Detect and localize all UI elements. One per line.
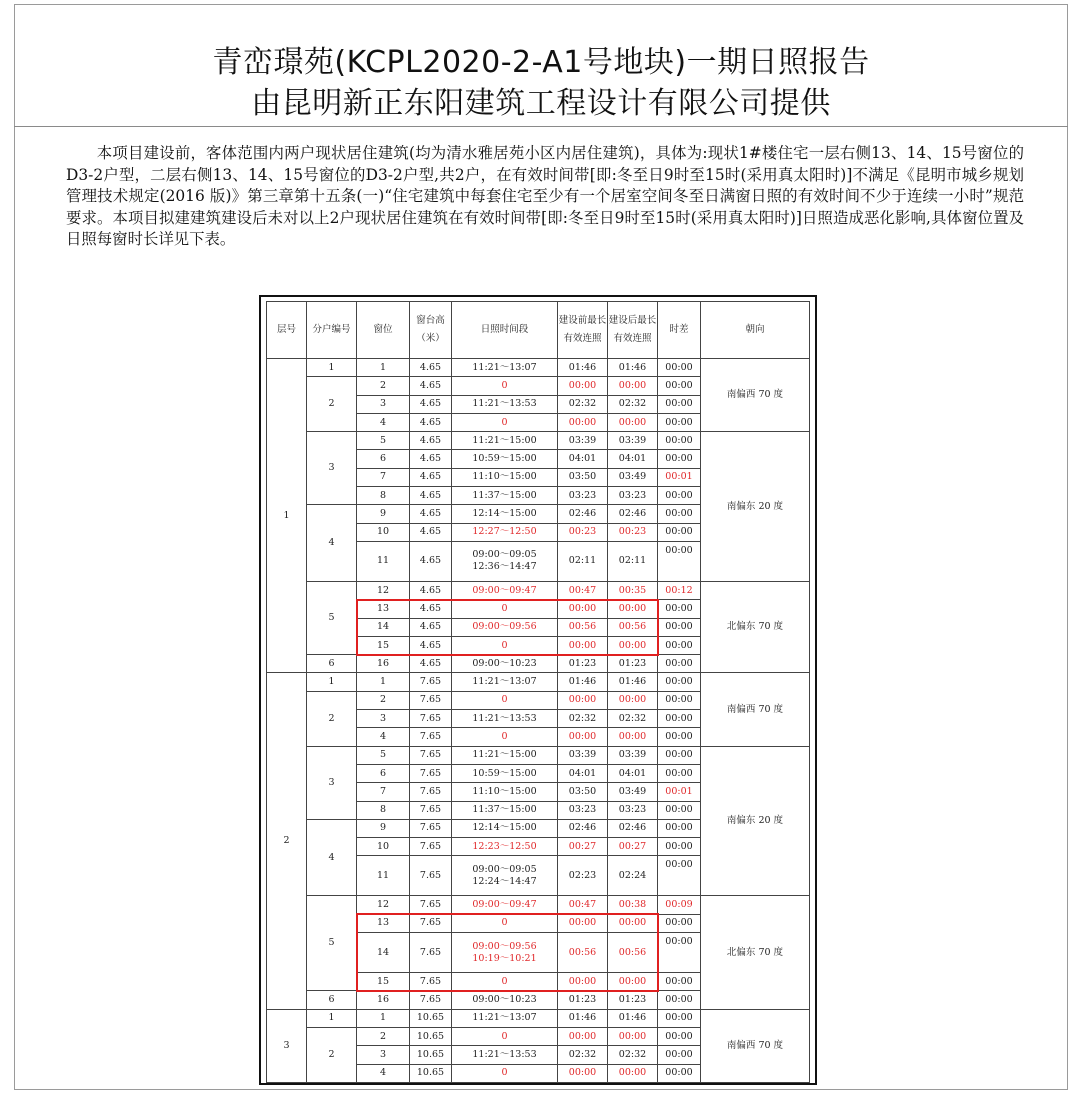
window-cell: 4 bbox=[357, 413, 410, 431]
diff-cell: 00:00 bbox=[658, 450, 701, 468]
after-cell: 01:23 bbox=[608, 655, 658, 673]
orientation-cell: 南偏西 70 度 bbox=[701, 673, 810, 746]
period-cell: 0 bbox=[452, 636, 558, 654]
header-diff: 时差 bbox=[658, 302, 701, 359]
diff-cell: 00:00 bbox=[658, 933, 701, 973]
before-cell: 01:23 bbox=[558, 655, 608, 673]
sill-cell: 7.65 bbox=[410, 728, 452, 746]
sill-cell: 4.65 bbox=[410, 618, 452, 636]
period-cell: 12:23～12:50 bbox=[452, 838, 558, 856]
window-cell: 12 bbox=[357, 581, 410, 599]
diff-cell: 00:00 bbox=[658, 1064, 701, 1082]
period-line: 09:00～09:05 bbox=[472, 863, 537, 875]
period-cell: 11:21～13:53 bbox=[452, 1046, 558, 1064]
period-cell: 0 bbox=[452, 1064, 558, 1082]
after-cell: 00:00 bbox=[608, 728, 658, 746]
period-cell: 11:21～15:00 bbox=[452, 432, 558, 450]
window-cell: 1 bbox=[357, 673, 410, 691]
after-cell: 02:32 bbox=[608, 395, 658, 413]
after-cell: 00:27 bbox=[608, 838, 658, 856]
diff-cell: 00:00 bbox=[658, 991, 701, 1009]
period-cell: 09:00～10:23 bbox=[452, 991, 558, 1009]
table-row bbox=[267, 432, 810, 450]
sill-cell: 7.65 bbox=[410, 991, 452, 1009]
after-cell: 01:46 bbox=[608, 673, 658, 691]
sill-cell: 4.65 bbox=[410, 655, 452, 673]
sill-cell: 7.65 bbox=[410, 783, 452, 801]
window-cell: 13 bbox=[357, 914, 410, 932]
period-cell: 11:10～15:00 bbox=[452, 468, 558, 486]
window-cell: 2 bbox=[357, 377, 410, 395]
sill-cell: 7.65 bbox=[410, 691, 452, 709]
diff-cell: 00:00 bbox=[658, 728, 701, 746]
unit-cell: 4 bbox=[307, 819, 357, 896]
after-cell: 01:46 bbox=[608, 1009, 658, 1027]
unit-cell: 6 bbox=[307, 991, 357, 1009]
period-cell: 12:14～15:00 bbox=[452, 505, 558, 523]
unit-cell: 3 bbox=[307, 432, 357, 505]
sill-cell: 10.65 bbox=[410, 1027, 452, 1045]
period-cell: 11:21～13:07 bbox=[452, 1009, 558, 1027]
period-cell: 11:21～13:53 bbox=[452, 395, 558, 413]
header-window: 窗位 bbox=[357, 302, 410, 359]
after-cell: 00:00 bbox=[608, 600, 658, 618]
unit-cell: 2 bbox=[307, 377, 357, 432]
after-cell: 02:32 bbox=[608, 710, 658, 728]
diff-cell: 00:00 bbox=[658, 838, 701, 856]
window-cell: 7 bbox=[357, 783, 410, 801]
after-cell: 00:56 bbox=[608, 933, 658, 973]
window-cell: 5 bbox=[357, 432, 410, 450]
window-cell: 3 bbox=[357, 710, 410, 728]
window-cell: 16 bbox=[357, 991, 410, 1009]
after-cell: 00:35 bbox=[608, 581, 658, 599]
before-cell: 00:47 bbox=[558, 581, 608, 599]
diff-cell: 00:00 bbox=[658, 523, 701, 541]
table-row bbox=[267, 1009, 810, 1027]
before-cell: 00:47 bbox=[558, 896, 608, 914]
unit-cell: 3 bbox=[307, 746, 357, 819]
sill-cell: 10.65 bbox=[410, 1046, 452, 1064]
orientation-cell: 北偏东 70 度 bbox=[701, 581, 810, 672]
window-cell: 2 bbox=[357, 691, 410, 709]
diff-cell: 00:09 bbox=[658, 896, 701, 914]
sill-cell: 4.65 bbox=[410, 505, 452, 523]
before-cell: 02:32 bbox=[558, 1046, 608, 1064]
header-floor: 层号 bbox=[267, 302, 307, 359]
before-cell: 00:00 bbox=[558, 1064, 608, 1082]
diff-cell: 00:00 bbox=[658, 432, 701, 450]
window-cell: 4 bbox=[357, 1064, 410, 1082]
before-cell: 02:32 bbox=[558, 710, 608, 728]
diff-cell: 00:00 bbox=[658, 1009, 701, 1027]
orientation-cell: 南偏东 20 度 bbox=[701, 432, 810, 582]
sill-cell: 4.65 bbox=[410, 450, 452, 468]
diff-cell: 00:00 bbox=[658, 377, 701, 395]
before-cell: 04:01 bbox=[558, 450, 608, 468]
header-before: 建设前最长有效连照 bbox=[558, 302, 608, 359]
after-cell: 00:23 bbox=[608, 523, 658, 541]
period-line: 12:24～14:47 bbox=[472, 875, 537, 887]
after-cell: 03:49 bbox=[608, 468, 658, 486]
window-cell: 10 bbox=[357, 838, 410, 856]
period-cell: 11:21～15:00 bbox=[452, 746, 558, 764]
diff-cell: 00:00 bbox=[658, 691, 701, 709]
window-cell: 2 bbox=[357, 1027, 410, 1045]
floor-cell: 3 bbox=[267, 1009, 307, 1082]
diff-cell: 00:00 bbox=[658, 655, 701, 673]
before-cell: 03:50 bbox=[558, 783, 608, 801]
after-cell: 02:46 bbox=[608, 819, 658, 837]
window-cell: 7 bbox=[357, 468, 410, 486]
before-cell: 01:46 bbox=[558, 673, 608, 691]
diff-cell: 00:00 bbox=[658, 856, 701, 896]
header-unit: 分户编号 bbox=[307, 302, 357, 359]
sill-cell: 4.65 bbox=[410, 359, 452, 377]
period-cell: 0 bbox=[452, 914, 558, 932]
orientation-cell: 南偏西 70 度 bbox=[701, 1009, 810, 1082]
unit-cell: 1 bbox=[307, 673, 357, 691]
sill-cell: 7.65 bbox=[410, 838, 452, 856]
diff-cell: 00:00 bbox=[658, 505, 701, 523]
period-cell: 11:21～13:07 bbox=[452, 673, 558, 691]
diff-cell: 00:00 bbox=[658, 710, 701, 728]
unit-cell: 4 bbox=[307, 505, 357, 582]
unit-cell: 2 bbox=[307, 1027, 357, 1082]
floor-cell: 2 bbox=[267, 673, 307, 1009]
sill-cell: 7.65 bbox=[410, 764, 452, 782]
window-cell: 4 bbox=[357, 728, 410, 746]
header-orientation: 朝向 bbox=[701, 302, 810, 359]
after-cell: 04:01 bbox=[608, 450, 658, 468]
diff-cell: 00:00 bbox=[658, 395, 701, 413]
period-cell: 0 bbox=[452, 377, 558, 395]
after-cell: 01:46 bbox=[608, 359, 658, 377]
period-cell: 0 bbox=[452, 1027, 558, 1045]
period-cell: 10:59～15:00 bbox=[452, 764, 558, 782]
period-cell: 11:21～13:53 bbox=[452, 710, 558, 728]
diff-cell: 00:00 bbox=[658, 914, 701, 932]
window-cell: 13 bbox=[357, 600, 410, 618]
before-cell: 02:32 bbox=[558, 395, 608, 413]
diff-cell: 00:00 bbox=[658, 1046, 701, 1064]
floor-cell: 1 bbox=[267, 359, 307, 673]
sill-cell: 7.65 bbox=[410, 914, 452, 932]
sill-cell: 4.65 bbox=[410, 487, 452, 505]
diff-cell: 00:00 bbox=[658, 819, 701, 837]
sill-cell: 4.65 bbox=[410, 395, 452, 413]
period-cell: 09:00～09:56 bbox=[452, 618, 558, 636]
before-cell: 03:39 bbox=[558, 746, 608, 764]
after-cell: 00:00 bbox=[608, 973, 658, 991]
period-cell: 10:59～15:00 bbox=[452, 450, 558, 468]
table-row bbox=[267, 746, 810, 764]
orientation-cell: 北偏东 70 度 bbox=[701, 896, 810, 1009]
period-cell: 09:00～09:47 bbox=[452, 896, 558, 914]
after-cell: 03:23 bbox=[608, 801, 658, 819]
after-cell: 00:38 bbox=[608, 896, 658, 914]
after-cell: 04:01 bbox=[608, 764, 658, 782]
highlight-box-floor2-unit5 bbox=[356, 913, 659, 992]
period-line: 09:00～09:05 bbox=[472, 549, 537, 561]
header-period: 日照时间段 bbox=[452, 302, 558, 359]
before-cell: 00:00 bbox=[558, 600, 608, 618]
before-cell: 00:00 bbox=[558, 691, 608, 709]
diff-cell: 00:00 bbox=[658, 541, 701, 581]
period-cell: 0 bbox=[452, 973, 558, 991]
sill-cell: 4.65 bbox=[410, 523, 452, 541]
period-cell: 0 bbox=[452, 728, 558, 746]
period-cell: 11:10～15:00 bbox=[452, 783, 558, 801]
before-cell: 00:00 bbox=[558, 914, 608, 932]
after-cell: 01:23 bbox=[608, 991, 658, 1009]
unit-cell: 5 bbox=[307, 581, 357, 654]
after-cell: 03:39 bbox=[608, 432, 658, 450]
sill-cell: 7.65 bbox=[410, 973, 452, 991]
after-cell: 00:00 bbox=[608, 413, 658, 431]
window-cell: 12 bbox=[357, 896, 410, 914]
table-row bbox=[267, 581, 810, 599]
before-cell: 03:23 bbox=[558, 487, 608, 505]
period-cell: 09:00～10:23 bbox=[452, 655, 558, 673]
window-cell: 11 bbox=[357, 541, 410, 581]
sill-cell: 4.65 bbox=[410, 581, 452, 599]
window-cell: 9 bbox=[357, 505, 410, 523]
diff-cell: 00:00 bbox=[658, 973, 701, 991]
after-cell: 00:56 bbox=[608, 618, 658, 636]
period-line: 09:00～09:56 bbox=[472, 940, 537, 952]
sill-cell: 7.65 bbox=[410, 819, 452, 837]
before-cell: 00:00 bbox=[558, 973, 608, 991]
description-paragraph: 本项目建设前，客体范围内两户现状居住建筑(均为清水雅居苑小区内居住建筑)，具体为:现状1#楼住宅一层右侧13、14、15号窗位的D3-2户型，二层右侧13、14、15号窗位的D3-2户型,共2户，在有效时间带[即:冬至日9时至15时(采用真太阳时)]不满足《昆明市城乡规划管理技术规定(2016 版)》第三章第十五条(一)“住宅建筑中每套住宅至少有一个居室空间冬至日满窗日照的有效时间不少于连续一小时”规范要求。本项目拟建建筑建设后未对以上2户现状居住建筑在有效时间带[即:冬至日9时至15时(采用真太阳时)]日照造成恶化影响,具体窗位置及日照每窗时长详见下表。 bbox=[66, 144, 1024, 248]
unit-cell: 2 bbox=[307, 691, 357, 746]
after-cell: 00:00 bbox=[608, 636, 658, 654]
highlight-box-floor1-unit5 bbox=[356, 599, 659, 656]
before-cell: 00:00 bbox=[558, 728, 608, 746]
window-cell: 9 bbox=[357, 819, 410, 837]
diff-cell: 00:00 bbox=[658, 359, 701, 377]
window-cell: 8 bbox=[357, 801, 410, 819]
header-after: 建设后最长有效连照 bbox=[608, 302, 658, 359]
window-cell: 14 bbox=[357, 618, 410, 636]
sill-cell: 7.65 bbox=[410, 673, 452, 691]
diff-cell: 00:00 bbox=[658, 487, 701, 505]
sill-cell: 7.65 bbox=[410, 710, 452, 728]
after-cell: 00:00 bbox=[608, 914, 658, 932]
sill-cell: 7.65 bbox=[410, 746, 452, 764]
diff-cell: 00:00 bbox=[658, 636, 701, 654]
diff-cell: 00:00 bbox=[658, 764, 701, 782]
period-cell: 09:00～09:47 bbox=[452, 581, 558, 599]
unit-cell: 1 bbox=[307, 359, 357, 377]
period-cell: 12:27～12:50 bbox=[452, 523, 558, 541]
before-cell: 00:23 bbox=[558, 523, 608, 541]
before-cell: 00:00 bbox=[558, 1027, 608, 1045]
diff-cell: 00:00 bbox=[658, 1027, 701, 1045]
before-cell: 01:46 bbox=[558, 359, 608, 377]
sill-cell: 4.65 bbox=[410, 600, 452, 618]
sill-cell: 7.65 bbox=[410, 896, 452, 914]
before-cell: 02:46 bbox=[558, 819, 608, 837]
after-cell: 02:24 bbox=[608, 856, 658, 896]
period-line: 10:19～10:21 bbox=[472, 952, 537, 964]
window-cell: 8 bbox=[357, 487, 410, 505]
period-cell: 11:37～15:00 bbox=[452, 487, 558, 505]
period-cell: 12:14～15:00 bbox=[452, 819, 558, 837]
window-cell: 14 bbox=[357, 933, 410, 973]
window-cell: 6 bbox=[357, 450, 410, 468]
diff-cell: 00:00 bbox=[658, 746, 701, 764]
sill-cell: 4.65 bbox=[410, 636, 452, 654]
before-cell: 01:46 bbox=[558, 1009, 608, 1027]
table-row bbox=[267, 673, 810, 691]
period-cell: 0 bbox=[452, 691, 558, 709]
sill-cell: 4.65 bbox=[410, 468, 452, 486]
sill-cell: 4.65 bbox=[410, 413, 452, 431]
period-line: 12:36～14:47 bbox=[472, 561, 537, 573]
before-cell: 00:00 bbox=[558, 377, 608, 395]
unit-cell: 1 bbox=[307, 1009, 357, 1027]
page-subtitle: 由昆明新正东阳建筑工程设计有限公司提供 bbox=[251, 86, 831, 121]
sill-cell: 10.65 bbox=[410, 1009, 452, 1027]
period-cell: 0 bbox=[452, 413, 558, 431]
window-cell: 15 bbox=[357, 636, 410, 654]
window-cell: 3 bbox=[357, 1046, 410, 1064]
sill-cell: 4.65 bbox=[410, 377, 452, 395]
diff-cell: 00:01 bbox=[658, 783, 701, 801]
orientation-cell: 南偏西 70 度 bbox=[701, 359, 810, 432]
after-cell: 02:11 bbox=[608, 541, 658, 581]
after-cell: 02:46 bbox=[608, 505, 658, 523]
sill-cell: 10.65 bbox=[410, 1064, 452, 1082]
before-cell: 02:11 bbox=[558, 541, 608, 581]
window-cell: 15 bbox=[357, 973, 410, 991]
period-cell bbox=[452, 856, 558, 896]
sill-cell: 4.65 bbox=[410, 541, 452, 581]
before-cell: 03:39 bbox=[558, 432, 608, 450]
after-cell: 03:39 bbox=[608, 746, 658, 764]
before-cell: 03:50 bbox=[558, 468, 608, 486]
after-cell: 00:00 bbox=[608, 1027, 658, 1045]
after-cell: 00:00 bbox=[608, 1064, 658, 1082]
before-cell: 03:23 bbox=[558, 801, 608, 819]
sill-cell: 4.65 bbox=[410, 432, 452, 450]
window-cell: 6 bbox=[357, 764, 410, 782]
table-row bbox=[267, 896, 810, 914]
after-cell: 03:23 bbox=[608, 487, 658, 505]
after-cell: 00:00 bbox=[608, 691, 658, 709]
title-divider bbox=[14, 126, 1068, 127]
sill-cell: 7.65 bbox=[410, 933, 452, 973]
after-cell: 02:32 bbox=[608, 1046, 658, 1064]
sill-cell: 7.65 bbox=[410, 801, 452, 819]
window-cell: 1 bbox=[357, 1009, 410, 1027]
header-sill-height: 窗台高（米） bbox=[410, 302, 452, 359]
before-cell: 00:56 bbox=[558, 618, 608, 636]
table-header-row bbox=[267, 302, 810, 359]
window-cell: 11 bbox=[357, 856, 410, 896]
before-cell: 02:46 bbox=[558, 505, 608, 523]
diff-cell: 00:01 bbox=[658, 468, 701, 486]
before-cell: 00:00 bbox=[558, 636, 608, 654]
before-cell: 00:27 bbox=[558, 838, 608, 856]
diff-cell: 00:00 bbox=[658, 801, 701, 819]
before-cell: 00:00 bbox=[558, 413, 608, 431]
orientation-cell: 南偏东 20 度 bbox=[701, 746, 810, 896]
diff-cell: 00:00 bbox=[658, 413, 701, 431]
window-cell: 10 bbox=[357, 523, 410, 541]
window-cell: 3 bbox=[357, 395, 410, 413]
diff-cell: 00:12 bbox=[658, 581, 701, 599]
before-cell: 04:01 bbox=[558, 764, 608, 782]
window-cell: 16 bbox=[357, 655, 410, 673]
page-title: 青峦璟苑(KCPL2020-2-A1号地块)一期日照报告 bbox=[212, 45, 870, 80]
diff-cell: 00:00 bbox=[658, 600, 701, 618]
period-cell: 11:21～13:07 bbox=[452, 359, 558, 377]
unit-cell: 6 bbox=[307, 655, 357, 673]
unit-cell: 5 bbox=[307, 896, 357, 991]
window-cell: 5 bbox=[357, 746, 410, 764]
sill-cell: 7.65 bbox=[410, 856, 452, 896]
period-cell: 11:37～15:00 bbox=[452, 801, 558, 819]
diff-cell: 00:00 bbox=[658, 673, 701, 691]
after-cell: 00:00 bbox=[608, 377, 658, 395]
window-cell: 1 bbox=[357, 359, 410, 377]
after-cell: 03:49 bbox=[608, 783, 658, 801]
before-cell: 02:23 bbox=[558, 856, 608, 896]
diff-cell: 00:00 bbox=[658, 618, 701, 636]
period-cell bbox=[452, 541, 558, 581]
before-cell: 01:23 bbox=[558, 991, 608, 1009]
table-row bbox=[267, 359, 810, 377]
before-cell: 00:56 bbox=[558, 933, 608, 973]
period-cell: 0 bbox=[452, 600, 558, 618]
